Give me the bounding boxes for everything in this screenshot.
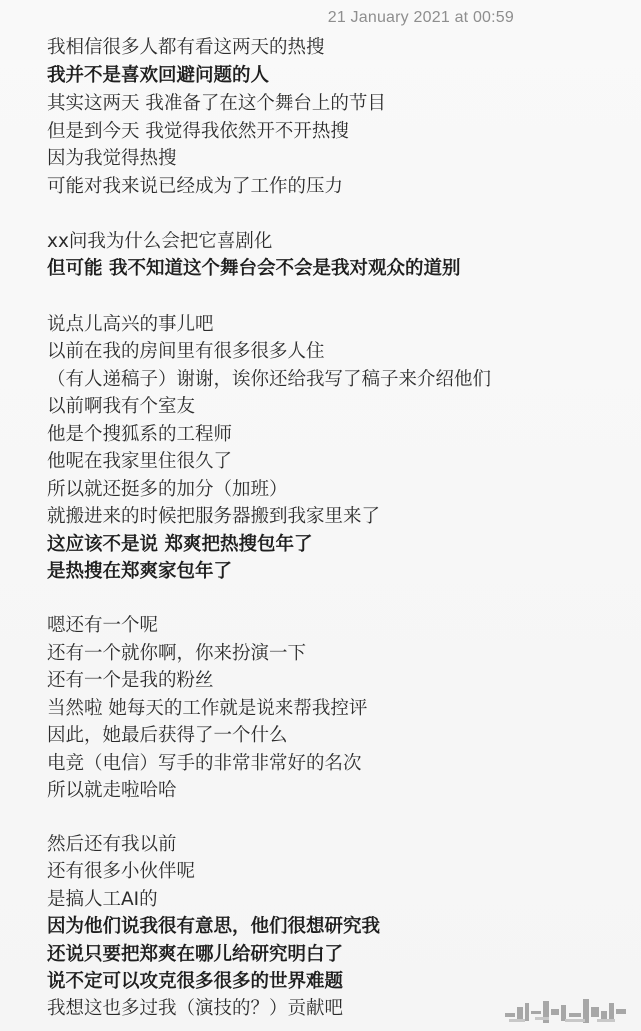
note-line-bold: 但可能 我不知道这个舞台会不会是我对观众的道别 <box>47 258 461 279</box>
note-line: 因为我觉得热搜 <box>47 148 177 169</box>
note-line-bold: 我并不是喜欢回避问题的人 <box>47 65 270 86</box>
note-line: 就搬进来的时候把服务器搬到我家里来了 <box>47 506 381 527</box>
signature-watermark-icon <box>505 993 629 1027</box>
note-line-bold: 还说只要把郑爽在哪儿给研究明白了 <box>47 944 344 965</box>
note-line: xx问我为什么会把它喜剧化 <box>47 231 273 252</box>
note-line: 他是个搜狐系的工程师 <box>47 424 233 445</box>
note-line: 然后还有我以前 <box>47 834 177 855</box>
note-line: 因此，她最后获得了一个什么 <box>47 725 288 746</box>
note-line: 以前啊我有个室友 <box>47 396 196 417</box>
note-line: 我相信很多人都有看这两天的热搜 <box>47 37 325 58</box>
note-line-bold: 这应该不是说 郑爽把热搜包年了 <box>47 534 313 555</box>
note-line: 当然啦 她每天的工作就是说来帮我控评 <box>47 698 368 719</box>
note-line: 还有很多小伙伴呢 <box>47 861 196 882</box>
note-line: （有人递稿子）谢谢，诶你还给我写了稿子来介绍他们 <box>47 369 492 390</box>
note-line: 以前在我的房间里有很多很多人住 <box>47 341 325 362</box>
note-line-bold: 说不定可以攻克很多很多的世界难题 <box>47 971 344 992</box>
note-line: 他呢在我家里住很久了 <box>47 451 233 472</box>
note-line: 但是到今天 我觉得我依然开不开热搜 <box>47 121 349 142</box>
note-line: 我想这也多过我（演技的？）贡献吧 <box>47 998 344 1019</box>
note-line: 可能对我来说已经成为了工作的压力 <box>47 176 344 197</box>
note-line: 所以就还挺多的加分（加班） <box>47 479 288 500</box>
note-line: 其实这两天 我准备了在这个舞台上的节目 <box>47 93 386 114</box>
note-line: 嗯还有一个呢 <box>47 615 159 636</box>
note-line: 还有一个就你啊，你来扮演一下 <box>47 643 307 664</box>
note-line: 说点儿高兴的事儿吧 <box>47 314 214 335</box>
note-line-bold: 因为他们说我很有意思，他们很想研究我 <box>47 916 381 937</box>
note-timestamp: 21 January 2021 at 00:59 <box>327 9 514 26</box>
note-line: 是搞人工AI的 <box>47 889 158 910</box>
note-line: 电竞（电信）写手的非常非常好的名次 <box>47 753 362 774</box>
note-line: 所以就走啦哈哈 <box>47 780 177 801</box>
note-line: 还有一个是我的粉丝 <box>47 670 214 691</box>
note-line-bold: 是热搜在郑爽家包年了 <box>47 561 233 582</box>
